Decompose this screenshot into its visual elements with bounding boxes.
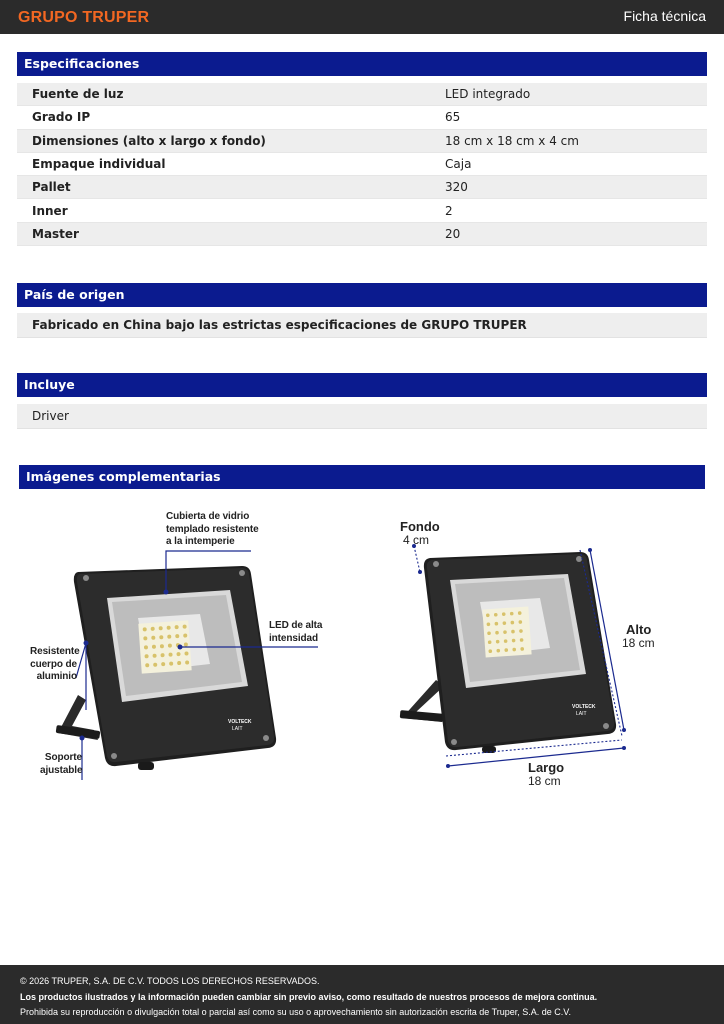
section-header-includes: Incluye xyxy=(17,373,707,397)
callout-adjustable-stand: Soporte ajustable xyxy=(40,752,83,776)
footer-disclaimer: Los productos ilustrados y la información pueden cambiar sin previo aviso, como resultado de nuestros procesos de mejora continua. xyxy=(20,991,598,1002)
width-label: Largo xyxy=(528,760,565,775)
brand-mark-line1: VOLTECK xyxy=(228,719,252,725)
callout-led: LED de alta intensidad xyxy=(269,620,323,644)
section-header-specs: Especificaciones xyxy=(17,52,707,76)
floodlight-dimensions-image xyxy=(390,530,660,780)
spec-row xyxy=(17,83,707,106)
brand-logo: GRUPO TRUPER xyxy=(18,9,150,26)
spec-value: 20 xyxy=(445,226,461,241)
callout-glass-cover: Cubierta de vidrio templado resistente a la intemperie xyxy=(166,511,259,547)
spec-row xyxy=(17,130,707,153)
included-item: Driver xyxy=(17,404,707,429)
spec-label: Pallet xyxy=(32,180,71,195)
footer-legal: Prohibida su reproducción o divulgación total o parcial así como su uso o aprovechamiento sin autorización escrita de Truper, S.A. de C.V. xyxy=(20,1007,571,1017)
height-value: 18 cm xyxy=(622,636,655,650)
top-bar xyxy=(0,0,724,34)
spec-label: Fuente de luz xyxy=(32,87,124,101)
brand-mark-line2: LAIT xyxy=(232,726,243,732)
origin-text: Fabricado en China bajo las estrictas especificaciones de GRUPO TRUPER xyxy=(17,313,707,338)
document-type: Ficha técnica xyxy=(623,8,706,24)
brand-mark-line2-b: LAIT xyxy=(576,711,587,717)
footer-copyright: © 2026 TRUPER, S.A. DE C.V. TODOS LOS DERECHOS RESERVADOS. xyxy=(20,976,320,986)
brand-mark-line1-b: VOLTECK xyxy=(572,704,596,710)
depth-value: 4 cm xyxy=(403,533,430,547)
width-value: 18 cm xyxy=(528,774,561,788)
section-header-origin: País de origen xyxy=(17,283,707,307)
section-header-images: Imágenes complementarias xyxy=(19,465,705,489)
spec-value: 320 xyxy=(445,180,468,195)
spec-value: 65 xyxy=(445,110,461,125)
spec-label: Grado IP xyxy=(32,110,91,125)
spec-row xyxy=(17,200,707,223)
height-label: Alto xyxy=(626,622,652,637)
spec-row xyxy=(17,176,707,199)
spec-row xyxy=(17,223,707,246)
spec-label: Empaque individual xyxy=(32,156,166,171)
spec-value: 18 cm x 18 cm x 4 cm xyxy=(445,133,579,148)
spec-label: Master xyxy=(32,226,79,241)
spec-row xyxy=(17,106,707,129)
footer xyxy=(0,965,724,1024)
spec-label: Dimensiones (alto x largo x fondo) xyxy=(32,133,266,148)
depth-label: Fondo xyxy=(400,519,440,534)
spec-label: Inner xyxy=(32,203,68,218)
spec-row xyxy=(17,153,707,176)
spec-value: LED integrado xyxy=(445,87,531,101)
spec-value: 2 xyxy=(445,203,453,218)
callout-aluminum-body: Resistente cuerpo de aluminio xyxy=(30,646,80,682)
spec-value: Caja xyxy=(445,156,472,171)
